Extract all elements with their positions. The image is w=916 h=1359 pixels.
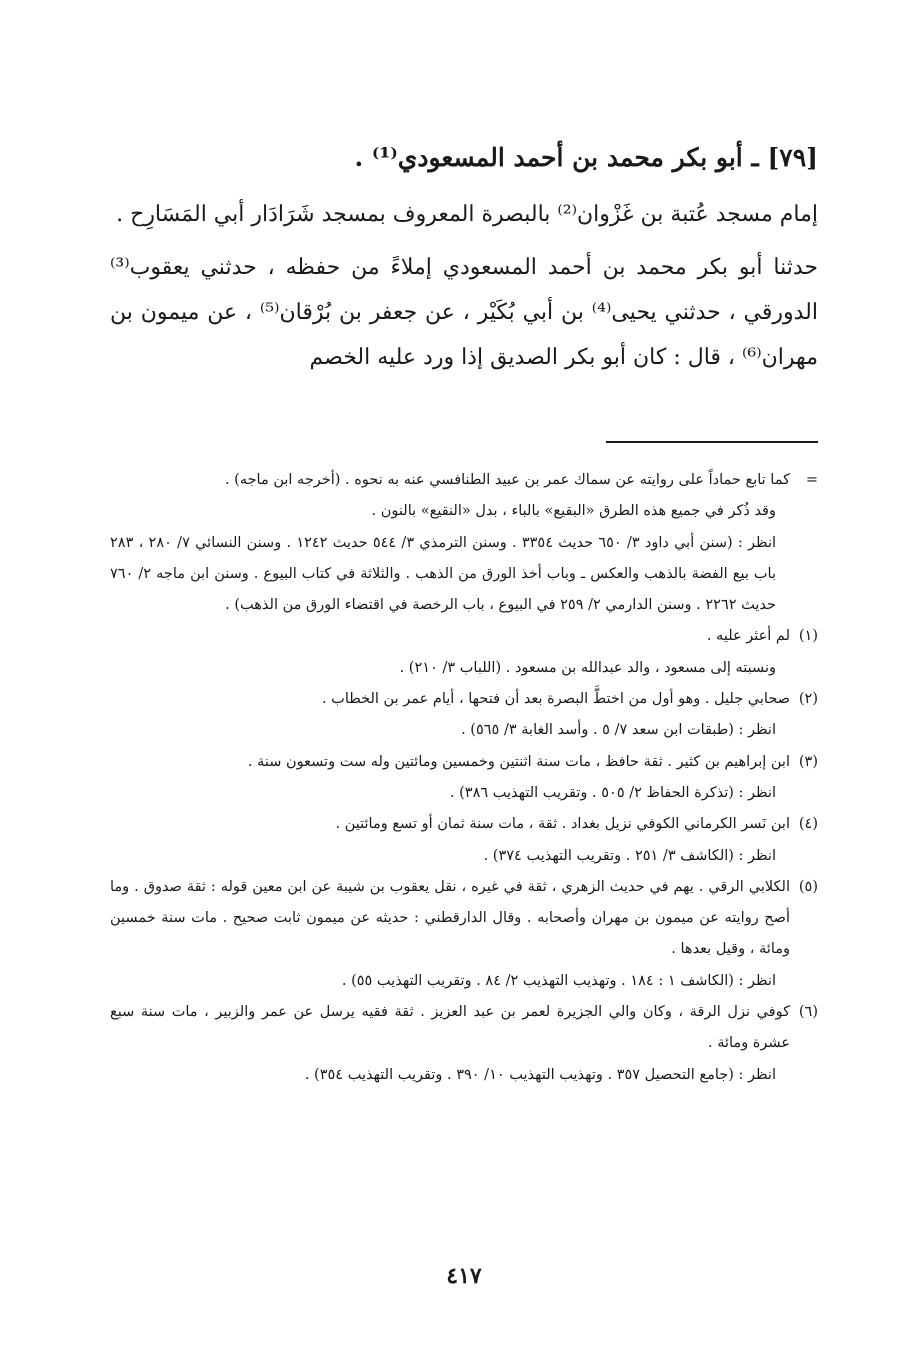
footnote-5 xyxy=(110,872,818,997)
footnote-2 xyxy=(110,684,818,747)
footnote-line: انظر : (سنن أبي داود ٣/ ٦٥٠ حديث ٣٣٥٤ . وسنن الترمذي ٣/ ٥٤٤ حديث ١٢٤٢ . وسنن النسائي ٧/ ٢٨٠ ، ٢٨٣ باب بيع الفضة بالذهب والعكس ـ وباب أخذ الورق من الذهب . والثلاثة في كتاب البيوع . وسنن ابن ماجه ٢/ ٧٦٠ حديث ٢٢٦٢ . وسنن الدارمي ٢/ ٢٥٩ في البيوع ، باب الرخصة في اقتضاء الورق من الذهب) . xyxy=(110,534,777,614)
footnote-line: انظر : (الكاشف ٣/ ٢٥١ . وتقريب التهذيب ٣٧٤) . xyxy=(483,847,776,864)
footnote-number: (٥) xyxy=(798,878,818,895)
footnote-6 xyxy=(110,997,818,1091)
footnote-line: ونسبته إلى مسعود ، والد عبدالله بن مسعود . (اللباب ٣/ ٢١٠) . xyxy=(399,659,776,676)
entry-heading: [٧٩] ـ أبو بكر محمد بن أحمد المسعودي⁽¹⁾ . xyxy=(354,143,818,172)
footnote-body xyxy=(110,465,790,621)
intro-paragraph: إمام مسجد عُتبة بن غَزْوان⁽²⁾ بالبصرة المعروف بمسجد شَرَادَار أبي المَسَارِح . xyxy=(116,202,818,227)
footnote-4 xyxy=(110,809,818,872)
footnote-separator xyxy=(606,441,818,443)
footnote-number: (١) xyxy=(798,628,818,645)
footnote-number: (٦) xyxy=(798,1004,818,1021)
footnote-line: كوفي نزل الرقة ، وكان والي الجزيرة لعمر بن عبد العزيز . ثقة فقيه يرسل عن عمر والزبير ، مات سنة سبع عشرة ومائة . xyxy=(110,1004,790,1052)
footnote-line: كما تابع حماداً على روايته عن سماك عمر بن عبيد الطنافسي عنه به نحوه . (أخرجه ابن ماجه) . xyxy=(224,472,790,488)
footnote-3 xyxy=(110,747,818,810)
footnote-line: لم أعثر عليه . xyxy=(706,628,790,645)
footnote-number: (٢) xyxy=(798,691,818,708)
footnote-continuation xyxy=(110,465,818,621)
footnote-line: انظر : (جامع التحصيل ٣٥٧ . وتهذيب التهذيب ١٠/ ٣٩٠ . وتقريب التهذيب ٣٥٤) . xyxy=(304,1066,776,1083)
footnote-line: ابن نَسر الكرماني الكوفي نزيل بغداد . ثقة ، مات سنة ثمان أو تسع ومائتين . xyxy=(335,816,790,833)
footnote-body xyxy=(110,747,790,810)
footnote-line: صحابي جليل . وهو أول من اختطَّ البصرة بعد أن فتحها ، أيام عمر بن الخطاب . xyxy=(321,691,790,708)
footnote-body xyxy=(110,684,790,747)
footnote-line: الكلابي الرقي . يهم في حديث الزهري ، ثقة في غيره ، نقل يعقوب بن شيبة عن ابن معين قوله : ثقة صدوق . وما أصح روايته عن ميمون بن مهران وأصحابه . وقال الدارقطني : حديثه عن ميمون ثابت صحيح . مات سنة خمسين ومائة ، وقيل بعدها . xyxy=(110,878,790,958)
footnotes xyxy=(110,465,818,1091)
footnote-body xyxy=(110,872,790,997)
footnote-line: ابن إبراهيم بن كثير . ثقة حافظ ، مات سنة اثنتين وخمسين ومائتين وله ست وتسعون سنة . xyxy=(247,753,790,770)
footnote-body xyxy=(110,809,790,872)
narration-paragraph: حدثنا أبو بكر محمد بن أحمد المسعودي إملاءً من حفظه ، حدثني يعقوب⁽³⁾ الدورقي ، حدثني يحيى⁽⁴⁾ بن أبي بُكَيْر ، عن جعفر بن بُرْقان⁽⁵⁾ ، عن ميمون بن مهران⁽⁶⁾ ، قال : كان أبو بكر الصديق إذا ورد عليه الخصم xyxy=(110,255,818,370)
footnote-line: انظر : (الكاشف ١ : ١٨٤ . وتهذيب التهذيب ٢/ ٨٤ . وتقريب التهذيب ٥٥) . xyxy=(341,972,776,989)
footnote-marker: = xyxy=(805,472,818,488)
footnote-number: (٣) xyxy=(798,753,818,770)
page-number: ٤١٧ xyxy=(446,1263,482,1289)
book-page xyxy=(110,0,818,1359)
footnote-line: انظر : (تذكرة الحفاظ ٢/ ٥٠٥ . وتقريب التهذيب ٣٨٦) . xyxy=(449,784,776,801)
footnote-1 xyxy=(110,621,818,684)
footnote-body xyxy=(110,997,790,1091)
footnote-line: وقد ذُكر في جميع هذه الطرق «البقيع» بالباء ، بدل «النقيع» بالنون . xyxy=(371,503,776,520)
main-text xyxy=(110,192,818,380)
footnote-line: انظر : (طبقات ابن سعد ٧/ ٥ . وأسد الغابة ٣/ ٥٦٥) . xyxy=(461,722,776,739)
footnote-body xyxy=(110,621,790,684)
footnote-number: (٤) xyxy=(798,816,818,833)
